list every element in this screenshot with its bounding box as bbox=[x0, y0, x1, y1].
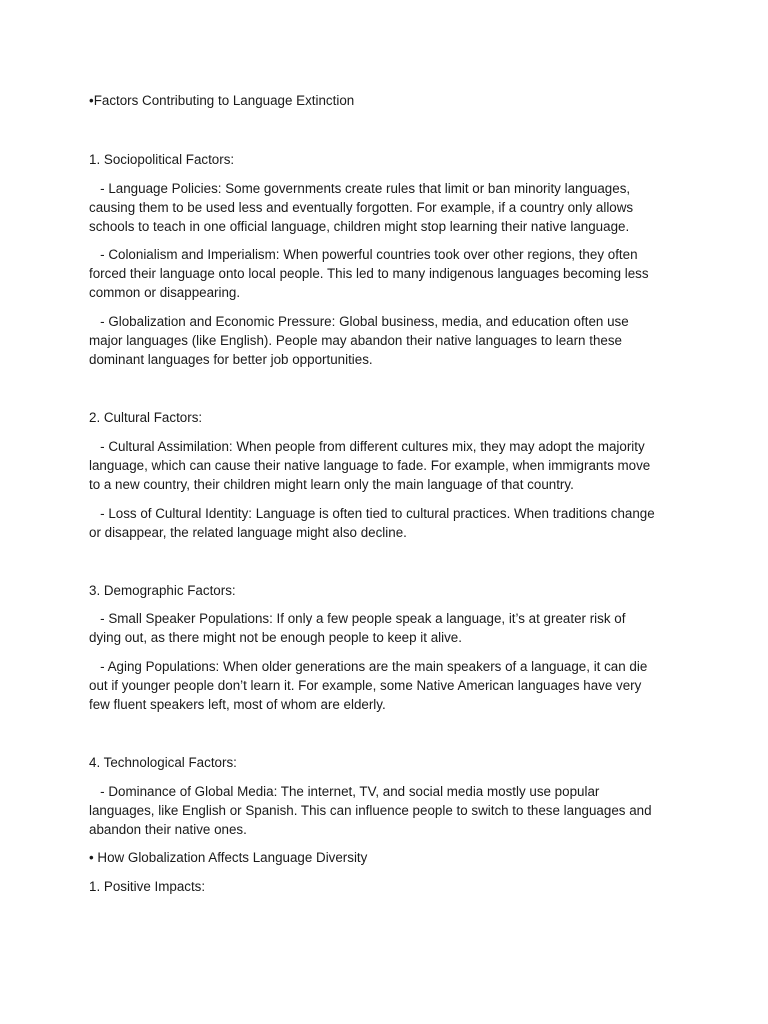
paragraph-line: language, which can cause their native language to fade. For example, when immigrants move bbox=[89, 458, 651, 473]
paragraph-line: common or disappearing. bbox=[89, 285, 241, 300]
paragraph-line: - Loss of Cultural Identity: Language is often tied to cultural practices. When traditions change bbox=[89, 506, 655, 521]
paragraph-line: languages, like English or Spanish. This can influence people to switch to these languages and bbox=[89, 803, 652, 818]
section-heading: 1. Sociopolitical Factors: bbox=[89, 152, 235, 167]
paragraph-line: - Dominance of Global Media: The internet, TV, and social media mostly use popular bbox=[89, 784, 600, 799]
paragraph-line: forced their language onto local people. This led to many indigenous languages becoming less bbox=[89, 266, 649, 281]
paragraph-line: - Cultural Assimilation: When people from different cultures mix, they may adopt the majority bbox=[89, 439, 645, 454]
paragraph-line: few fluent speakers left, most of whom are elderly. bbox=[89, 697, 386, 712]
paragraph-line: - Small Speaker Populations: If only a few people speak a language, it’s at greater risk of bbox=[89, 611, 626, 626]
paragraph-line: causing them to be used less and eventually forgotten. For example, if a country only allows bbox=[89, 200, 634, 215]
paragraph-line: - Aging Populations: When older generations are the main speakers of a language, it can die bbox=[89, 659, 648, 674]
section-heading: 3. Demographic Factors: bbox=[89, 583, 236, 598]
document-title: •Factors Contributing to Language Extinction bbox=[89, 93, 355, 108]
paragraph-line: dying out, as there might not be enough people to keep it alive. bbox=[89, 630, 462, 645]
section-heading: 2. Cultural Factors: bbox=[89, 410, 203, 425]
paragraph-line: to a new country, their children might learn only the main language of that country. bbox=[89, 477, 574, 492]
paragraph-line: dominant languages for better job opportunities. bbox=[89, 352, 373, 367]
paragraph-line: - Globalization and Economic Pressure: Global business, media, and education often use bbox=[89, 314, 629, 329]
paragraph-line: schools to teach in one official language, children might stop learning their native language. bbox=[89, 219, 630, 234]
paragraph-line: major languages (like English). People may abandon their native languages to learn these bbox=[89, 333, 622, 348]
section-heading: 4. Technological Factors: bbox=[89, 755, 237, 770]
paragraph-line: out if younger people don’t learn it. For example, some Native American languages have very bbox=[89, 678, 642, 693]
paragraph-line: - Language Policies: Some governments create rules that limit or ban minority languages, bbox=[89, 181, 631, 196]
paragraph-line: or disappear, the related language might also decline. bbox=[89, 525, 407, 540]
section-heading: • How Globalization Affects Language Diversity bbox=[89, 850, 368, 865]
paragraph-line: abandon their native ones. bbox=[89, 822, 247, 837]
paragraph-line: - Colonialism and Imperialism: When powerful countries took over other regions, they often bbox=[89, 247, 638, 262]
sub-heading: 1. Positive Impacts: bbox=[89, 879, 206, 894]
